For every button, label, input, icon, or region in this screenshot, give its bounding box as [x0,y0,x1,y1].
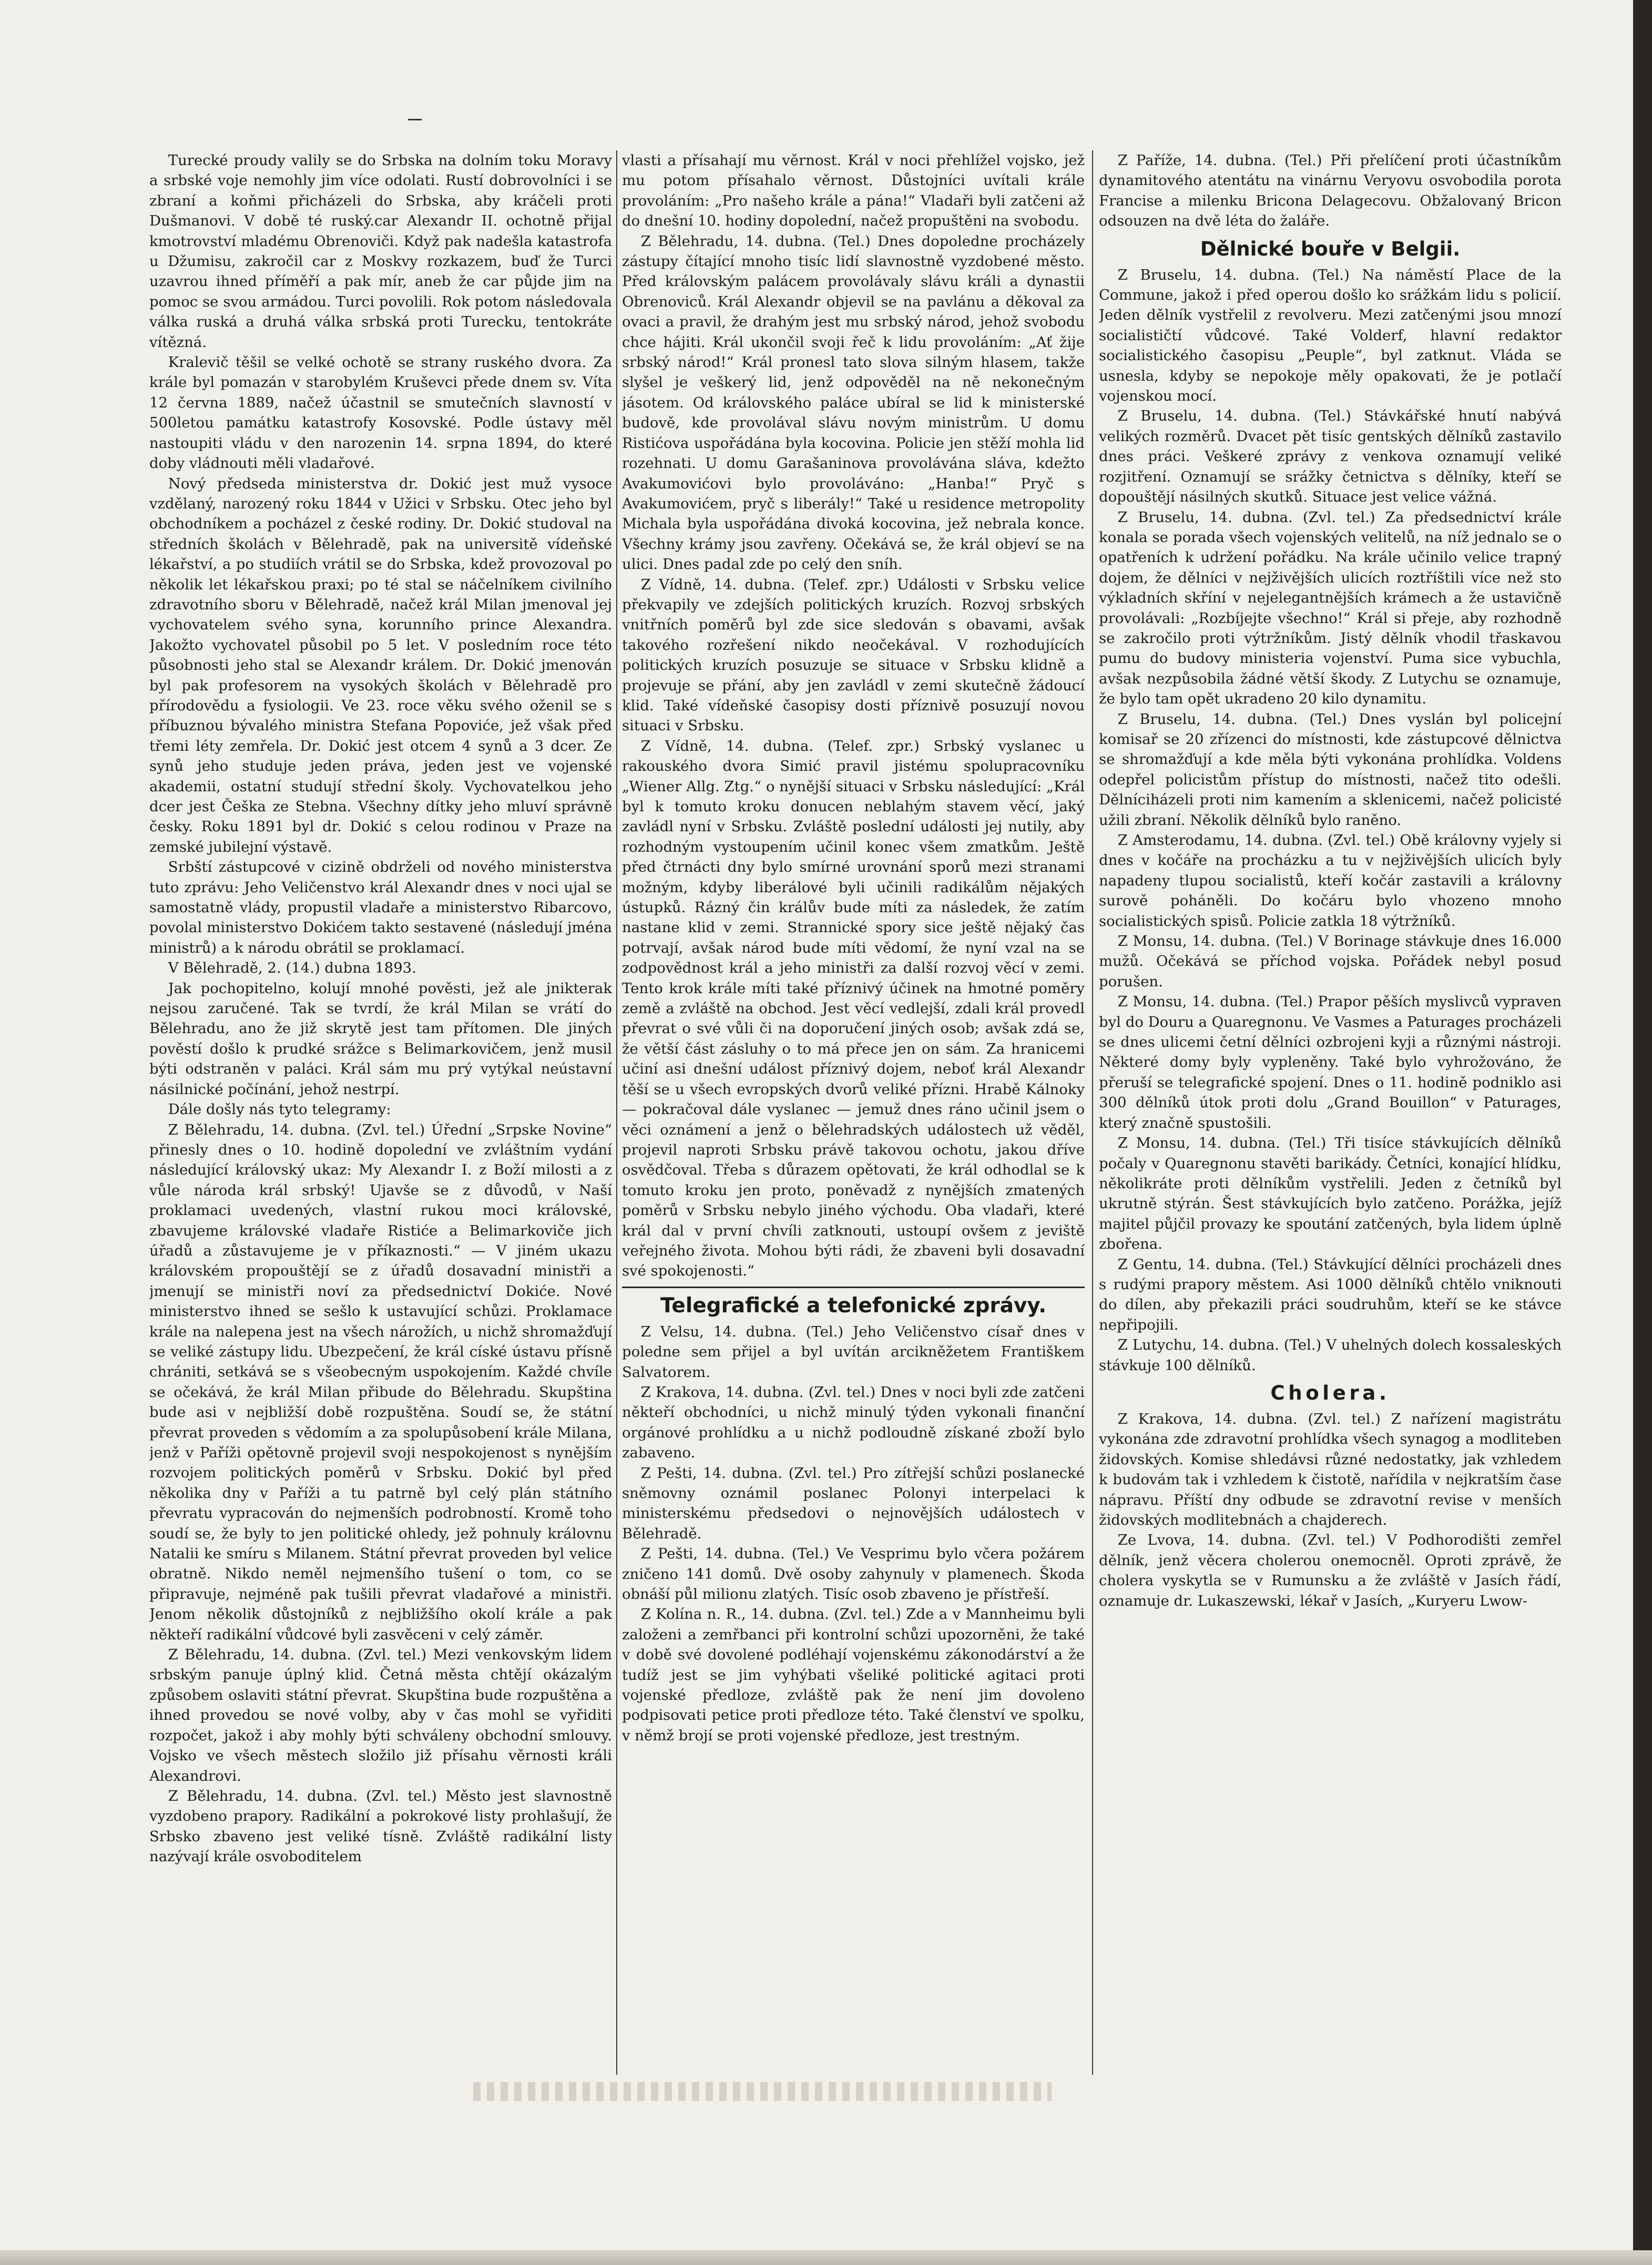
scan-edge [1633,0,1652,2265]
article-paragraph: Dále došly nás tyto telegramy: [168,1101,391,1118]
telegram-paragraph: Z Bělehradu, 14. dubna. (Zvl. tel.) Město jest slavnostně vyzdobeno prapory. Radikální a pokrokové listy prohlašují, že Srbsko zbaveno jest veliké tísně. Zvláště radikální listy nazývají krále osvoboditelem [149,1787,612,1865]
footer-smudge [473,2082,1052,2101]
column-2 [622,150,1085,2075]
telegram-paragraph: Z Vídně, 14. dubna. (Telef. zpr.) Srbský vyslanec u rakouského dvora Simić pravil jistému spolupracovníku „Wiener Allg. Ztg.“ o nynější situaci v Srbsku následující: „Král byl k tomuto kroku donucen neblahým stavem věcí, jaký zavládl nyní v Srbsku. Zvláště poslední události jej nutily, aby rozhodným vystoupením učinil konec všem zmatkům. Ještě před čtrnácti dny bylo smírné urovnání sporů mezi stranami možným, kdyby liberálové byli učinili radikálům nějakých ústupků. Rázný čin králův bude míti za následek, že zatím nastane klid v zemi. Strannické spory sice ještě nějaký čas potrvají, avšak národ bude míti vědomí, že nyní vzal na se zodpovědnost král a jeho ministři za další rozvoj věcí v zemi. Tento krok krále míti také příznivý účinek na hmotné poměry země a zvláště na obchod. Jest věcí vedlejší, zdali král provedl převrat o své vůli či na doporučení jiných osob; avšak zdá se, že větší část zásluhy o to má přece jen on sám. Za hranicemi učiní asi dnešní událost příznivý dojem, neboť král Alexandr těší se u všech evropských dvorů veliké přízni. Hrabě Kálnoky — pokračoval dále vyslanec — jemuž dnes ráno učinil jsem o věci oznámení a jenž o bělehradských událostech už věděl, projevil naproti Srbsku právě takovou ochotu, jakou dříve osvědčoval. Třeba s důrazem opětovati, že král odhodlal se k tomuto kroku jen proto, poněvadž z nynějších zmatených poměrů v Srbsku nebylo jiného východu. Oba vladaři, které král dal v první chvíli zatknouti, ustoupí ovšem z jeviště veřejného života. Mohou býti rádi, že zbaveni byli dosavadní své spokojenosti.“ [622,737,1085,1280]
column-divider [616,150,617,2075]
news-item: Z Bruselu, 14. dubna. (Tel.) Na náměstí Place de la Commune, jakož i před operou došlo ko srážkám lidu s policií. Jeden dělník vystřelil z revolveru. Mezi zatčenými jsou mnozí socialističtí vůdcové. Také Volderf, hlavní redaktor socialistického časopisu „Peuple“, byl zatknut. Vláda se usnesla, kdyby se nepokoje měly opakovati, že je potlačí vojenskou mocí. [1099,266,1562,405]
news-item: Z Bruselu, 14. dubna. (Zvl. tel.) Za předsednictví krále konala se porada všech vojenských velitelů, na níž jednalo se o opatřeních k udržení pořádku. Na krále učinilo velice trapný dojem, že dělníci v nejživějších ulicích roztříštili více než sto výkladních skříní v nejelegantnějších krámech a že ustavičně provolávali: „Rozbíjejte všechno!“ Král si přeje, aby rozhodně se zakročilo proti výtržníkům. Jistý dělník vhodil třaskavou pumu do budovy ministeria vojenství. Puma sice vybuchla, avšak nezpůsobila žádné větší škody. Z Lutychu se oznamuje, že bylo tam opět ukradeno 20 kilo dynamitu. [1099,508,1562,708]
news-item: Ze Lvova, 14. dubna. (Zvl. tel.) V Podhorodišti zemřel dělník, jenž věcera cholerou onemocněl. Oproti zprávě, že cholera vyskytla se v Rumunsku a že zvláště v Jasích řádí, oznamuje dr. Lukaszewski, lékař v Jasích, „Kuryeru Lwow- [1099,1532,1562,1609]
news-item: Z Krakova, 14. dubna. (Zvl. tel.) Dnes v noci byli zde zatčeni někteří obchodníci, u nichž minulý týden vykonali finanční orgánové prohlídku a u nichž podloudně získané zboží bylo zabaveno. [622,1383,1085,1462]
header-dash [408,119,422,120]
news-item: Z Pešti, 14. dubna. (Tel.) Ve Vesprimu bylo včera požárem zničeno 141 domů. Dvě osoby zahynuly v plamenech. Škoda obnáší půl milionu zlatých. Tisíc osob zbaveno je přístřeší. [622,1545,1085,1603]
news-item: Z Gentu, 14. dubna. (Tel.) Stávkující dělníci procházeli dnes s rudými prapory městem. Asi 1000 dělníků chtělo vniknouti do dílen, aby překazili práci soudruhům, kteří se ke stávce nepřipojili. [1099,1256,1562,1333]
telegram-paragraph: Z Vídně, 14. dubna. (Telef. zpr.) Události v Srbsku velice překvapily ve zdejších politických kruzích. Rozvoj srbských vnitřních poměrů byl zde sice sledován s obavami, avšak takového rozřešení nikdo neočekával. V rozhodujících politických kruzích posuzuje se situace v Srbsku klidně a projevuje se přání, aby jen zavládl v zemi skutečně žádoucí klid. Také vídeňské časopisy dosti příznivě posuzují novou situaci v Srbsku. [622,576,1085,734]
dateline: V Bělehradě, 2. (14.) dubna 1893. [168,960,416,977]
news-item: Z Monsu, 14. dubna. (Tel.) Tři tisíce stávkujících dělníků počaly v Quaregnonu stavěti barikády. Četníci, konající hlídku, několikráte proti dělníkům vystřelili. Jeden z četníků byl ukrutně stýrán. Šest stávkujících bylo zatčeno. Porážka, jejíž majitel půjčil provazy ke spoutání zatčených, byla lidem úplně zbořena. [1099,1135,1562,1253]
scan-edge [0,2250,1652,2265]
column-1 [149,150,612,2075]
news-item: Z Kolína n. R., 14. dubna. (Zvl. tel.) Zde a v Mannheimu byli založeni a zemřbanci při kontrolní schůzi upozorněni, že také v době své dovolené podléhají vojenskému zákonodárství a že tudíž jest se jim vyhýbati všeliké politické agitaci proti vojenské předloze, zvláště pak že není jim dovoleno podpisovati petice proti předloze této. Také členství ve spolku, v němž brojí se proti vojenské předloze, jest trestným. [622,1606,1085,1744]
section-title-cholera: Cholera. [1270,1381,1390,1404]
section-title-telegraph: Telegrafické a telefonické zprávy. [660,1293,1047,1318]
news-item: Z Amsterodamu, 14. dubna. (Zvl. tel.) Obě královny vyjely si dnes v kočáře na procházku a tu v nejživějších ulicích byly napadeny tlupou socialistů, kteří kočár zastavili a královny surově poháněli. Do kočáru bylo vhozeno mnoho socialistických spisů. Policie zatkla 18 výtržníků. [1099,832,1562,930]
news-item: Z Monsu, 14. dubna. (Tel.) V Borinage stávkuje dnes 16.000 mužů. Očekává se příchod vojska. Pořádek nebyl posud porušen. [1099,933,1562,990]
news-item: Z Monsu, 14. dubna. (Tel.) Prapor pěších myslivců vypraven byl do Douru a Quaregnonu. Ve Vasmes a Paturages procházeli se dnes ulicemi četní dělníci ozbrojeni kyji a různými nástroji. Některé domy byly vypleněny. Také bylo vyhrožováno, že přeruší se telegrafické spojení. Dnes o 11. hodině podniklo asi 300 dělníků útok proti dolu „Grand Bouillon“ v Paturages, který značně spustošili. [1099,993,1562,1131]
column-divider [1092,150,1093,2075]
news-item: Z Lutychu, 14. dubna. (Tel.) V uhelných dolech kossaleských stávkuje 100 dělníků. [1099,1336,1562,1374]
article-paragraph: Turecké proudy valily se do Srbska na dolním toku Moravy a srbské voje nemohly jim více odolati. Rustí dobrovolníci i se zbraní a koňmi přicházeli do Srbska, aby kráčeli proti Dušmanovi. V době té ruský.car Alexandr II. ochotně přijal kmotrovství mladému Obrenoviči. Když pak nadešla katastrofa u Džumisu, zakročil car z Moskvy rozkazem, buď že Turci uzavrou ihned příměří a pak mír, aneb že car půjde jim na pomoc se svou armádou. Turci povolili. Rok potom následovala válka ruská a druhá válka srbská proti Turecku, tentokráte vítězná. [149,152,612,351]
article-paragraph: Nový předseda ministerstva dr. Dokić jest muž vysoce vzdělaný, narozený roku 1844 v Užici v Srbsku. Otec jeho byl obchodníkem a pocházel z české rodiny. Dr. Dokić studoval na středních školách v Bělehradě, pak na universitě vídeňské lékařství, a po studiích vrátil se do Srbska, kdež provozoval po několik let lékařskou praxi; po té stal se náčelníkem civilního zdravotního sboru v Bělehradě, načež král Milan jmenoval jej vychovatelem svého syna, korunního prince Alexandra. Jakožto vychovatel působil po 5 let. V posledním roce této působnosti jeho stal se Alexandr králem. Dr. Dokić jmenován byl pak profesorem na vysokých školách v Bělehradě pro přírodovědu a fysiologii. Ve 23. roce věku svého oženil se s příbuznou bývalého ministra Stefana Popoviće, jež však před třemi léty zemřela. Dr. Dokić jest otcem 4 synů a 3 dcer. Ze synů jeho studuje jeden práva, jeden jest ve vojenské akademii, ostatní studují střední školy. Vychovatelkou jeho dcer jest Češka ze Stebna. Všechny dítky jeho mluví správně česky. Roku 1891 byl dr. Dokić s celou rodinou v Praze na zemské jubilejní výstavě. [149,475,612,855]
news-item: Z Bruselu, 14. dubna. (Tel.) Dnes vyslán byl policejní komisař se 20 zřízenci do místnosti, kde zástupcové dělnictva se shromažďují a kde měla býti vykonána prohlídka. Voldens odepřel policistům přístup do místnosti, načež tito odešli. Dělníciházeli proti nim kamením a sklenicemi, načež policisté užili zbraní. Několik dělníků bylo raněno. [1099,710,1562,829]
telegram-paragraph: Z Bělehradu, 14. dubna. (Zvl. tel.) Úřední „Srpske Novine“ přinesly dnes o 10. hodině dopolední ve zvláštním vydání následující královský ukaz: My Alexandr I. z Boží milosti a z vůle národa král srbský! Ujavše se z důvodů, v Naší proklamaci uvedených, vlastní rukou moci královské, zbavujeme královské vladaře Ristiće a Belimarkoviče jich úřadů a zůstavujeme je v příkaznosti.“ — V jiném ukazu královském propouštějí se z úřadů dosavadní ministři a jmenují se ministři noví za předsednictví Dokiće. Nové ministerstvo ihned se sešlo k ustavující schůzi. Proklamace krále na nalepena jest na všech nárožích, u nichž shromažďují se veliké zástupy lidu. Ubezpečení, že král císké ústavu přísně chrániti, setkává se s všeobecným uspokojením. Každé chvíle se očekává, že král Milan přibude do Bělehradu. Skupština bude asi v nejbližší době rozpuštěna. Soudí se, že státní převrat proveden s vědomím a za spolupůsobení krále Milana, jenž v Paříži opětovně projevil svoji nespokojenost s nynějším rozvojem politických poměrů v Srbsku. Dokić byl před několika dny v Paříži a tu patrně byl celý plán státního převratu vypracován do nejmenších podrobností. Kromě toho soudí se, že byly to jen politické ohledy, jež pohnuly královnu Natalii ke smíru s Milanem. Státní převrat proveden byl velice obratně. Nikdo neměl nejmenšího tušení o tom, co se připravuje, nejméně pak tušili převrat vladařové a ministři. Jenom několik důstojníků z nejbližšího okolí krále a pak někteří radikální vůdcové byli zasvěceni v celý záměr. [149,1121,612,1643]
news-item: Z Pešti, 14. dubna. (Zvl. tel.) Pro zítřejší schůzi poslanecké sněmovny oznámil poslanec Polonyi interpelaci k ministerskému předsedovi o nejnovějších událostech v Bělehradě. [622,1464,1085,1542]
telegram-paragraph: Z Bělehradu, 14. dubna. (Tel.) Dnes dopoledne procházely zástupy čítající mnoho tisíc lidí slavnostně vyzdobené město. Před královským palácem provolávaly slávu králi a dynastii Obrenoviců. Král Alexandr objevil se na pavlánu a děkoval za ovaci a pravil, že drahým jest mu srbský národ, jehož svobodu chce hájiti. Král ukončil svoji řeč k lidu provoláním: „Ať žije srbský národ!“ Král pronesl tato slova silným hlasem, takže slyšel je veškerý lid, jenž odpověděl na ně nekonečným jásotem. Od královského paláce ubíral se lid k ministerské budově, kde provolával slávu novým ministrům. U domu Ristićova uspořádána byla kocovina. Policie jen stěží mohla lid rozehnati. U domu Garašaninova provolávána sláva, kdežto Avakumovićovi bylo provoláváno: „Hanba!“ Pryč s Avakumovićem, pryč s liberály!“ Také u residence metropolity Michala byla uspořádána divoká kocovina, jež nebrala konce. Všechny krámy jsou zavřeny. Očekává se, že král objeví se na ulici. Dnes padal zde po celý den sníh. [622,232,1085,573]
section-title-belgium: Dělnické bouře v Belgii. [1200,237,1461,260]
article-paragraph: Kralevič těšil se velké ochotě se strany ruského dvora. Za krále byl pomazán v starobylém Kruševci přede dnem sv. Víta 12 června 1889, načež účastnil se smutečních slavností v 500letou památku katastrofy Kosovské. Podle ústavy měl nastoupiti vládu v den narozenin 14. srpna 1894, do které doby vládnouti měli vladařové. [149,354,612,472]
news-item: Z Paříže, 14. dubna. (Tel.) Při přelíčení proti účastníkům dynamitového atentátu na vinárnu Veryovu osvobodila porota Francise a milenku Bricona Delagecovu. Obžalovaný Bricon odsouzen na dvě léta do žaláře. [1099,152,1562,230]
news-item: Z Krakova, 14. dubna. (Zvl. tel.) Z nařízení magistrátu vykonána zde zdravotní prohlídka všech synagog a modliteben židovských. Komise shledávsi různé nedostatky, jak vzhledem k budovám tak i vzhledem k čistotě, nařídila v nejkratším čase nápravu. Příští dny odbude se zdravotní revise v menších židovských modlitebnách a chajderech. [1099,1410,1562,1528]
telegram-paragraph: Z Bělehradu, 14. dubna. (Zvl. tel.) Mezi venkovským lidem srbským panuje úplný klid. Četná města chtějí okázalým způsobem oslaviti státní převrat. Skupština bude rozpuštěna a ihned provedou se nové volby, aby v čas mohl se vyřiditi rozpočet, jakož i aby mohly býti schváleny obchodní smlouvy. Vojsko ve všech městech složilo již přísahu věrnosti králi Alexandrovi. [149,1646,612,1784]
article-paragraph: vlasti a přísahají mu věrnost. Král v noci přehlížel vojsko, jež mu potom přísahalo věrnost. Důstojníci uvítali krále provoláním: „Pro našeho krále a pána!“ Vladaři byli zatčeni až do dnešní 10. hodiny dopolední, načež propuštěni na svobodu. [622,152,1085,230]
news-item: Z Bruselu, 14. dubna. (Tel.) Stávkářské hnutí nabývá velikých rozměrů. Dvacet pět tisíc gentských dělníků zastavilo dnes práci. Veškeré zprávy z venkova oznamují veliké rozjitření. Oznamují se srážky četnictva s dělníky, kteří se dopouštějí násilných skutků. Situace jest velice vážná. [1099,407,1562,506]
article-paragraph: Srbští zástupcové v cizině obdrželi od nového ministerstva tuto zprávu: Jeho Veličenstvo král Alexandr dnes v noci ujal se samostatně vlády, propustil vladaře a ministerstvo Ribarcovo, povolal ministerstvo Dokićem takto sestavené (následují jména ministrů) a k národu obrátil se proklamací. [149,859,612,956]
section-rule [622,1287,1085,1288]
news-item: Z Velsu, 14. dubna. (Tel.) Jeho Veličenstvo císař dnes v poledne sem přijel a byl uvítán arcikněžetem Františkem Salvatorem. [622,1323,1085,1381]
column-3 [1099,150,1562,2075]
article-paragraph: Jak pochopitelno, kolují mnohé pověsti, jež ale jnikterak nejsou zaručené. Tak se tvrdí, že král Milan se vrátí do Bělehradu, ano že již skrytě jest tam přítomen. Dle jiných pověstí došlo k prudké srážce s Belimarkovičem, jenž musil býti odstraněn v paláci. Král sám mu prý vytýkal neústavní násilnické počínání, jehož nestrpí. [149,980,612,1098]
